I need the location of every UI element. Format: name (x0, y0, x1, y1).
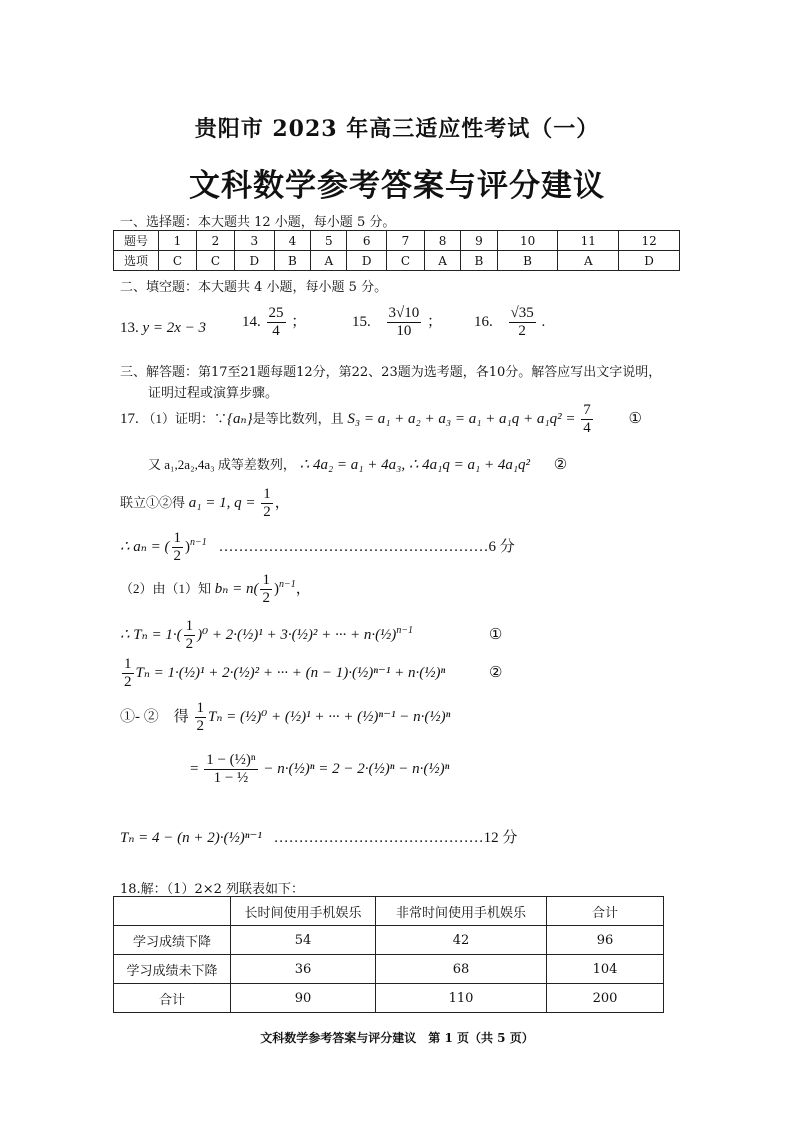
fraction: $\frac{1}{2}$ (124, 656, 132, 691)
table-cell: B (274, 251, 311, 271)
answer-13 (120, 320, 206, 337)
text: 联立①②得 (120, 495, 186, 511)
fraction: $\frac{1}{2}$ (185, 618, 194, 653)
section-fill-header: 二、填空题：本大题共 4 小题，每小题 5 分。 (120, 280, 388, 295)
table-cell: C (197, 251, 235, 271)
score-dots: ………………………………………………6 分 (218, 539, 515, 556)
table-cell: C (386, 251, 424, 271)
circle-mark: ② (553, 457, 568, 473)
q17-sum-line: = $\frac{\text{1 − (½)ⁿ}}{\text{1 − ½}}$ − n·(½)ⁿ = 2 − 2·(½)ⁿ − n·(½)ⁿ (190, 752, 450, 787)
table-header: 非常时间使用手机娱乐 (376, 897, 547, 926)
math: Tₙ = 4 − (n + 2)·(½)ⁿ⁻¹ (120, 830, 262, 846)
table-cell: 6 (347, 231, 387, 251)
math: {aₙ} (227, 411, 253, 428)
separator: ； (426, 314, 442, 331)
text: （1）证明：∵ (142, 411, 228, 427)
fraction: $\frac{7}{4}$ (583, 402, 591, 437)
table-cell: 12 (619, 231, 680, 251)
fraction: $\frac{1}{2}$ (263, 486, 271, 521)
table-header: 长时间使用手机娱乐 (231, 897, 376, 926)
table-cell: 110 (376, 984, 547, 1013)
math: ∴ 4a₂ = a₁ + 4a₃, ∴ 4a₁q = a₁ + 4a₁q² (299, 457, 531, 473)
q17-line1 (120, 402, 642, 438)
math: )⁰ + 2·(½)¹ + 3·(½)² + ··· + n·(½) (197, 627, 397, 644)
table-cell: 54 (231, 926, 376, 955)
answer-value: y = 2x − 3 (142, 320, 207, 336)
table-cell: 4 (274, 231, 311, 251)
table-cell: 1 (159, 231, 197, 251)
answer-15 (352, 305, 442, 341)
answer-16 (474, 305, 545, 341)
table-cell: 96 (547, 926, 664, 955)
table-row (114, 926, 664, 955)
answer-14 (242, 305, 306, 341)
contingency-table (113, 896, 664, 1013)
page-subtitle: 文科数学参考答案与评分建议 (189, 168, 605, 204)
q17-tn-line1 (120, 618, 502, 654)
math: S₃ = a₁ + a₂ + a₃ = a₁ + a₁q + a₁q² = (347, 411, 576, 428)
question-number: 14. (242, 314, 261, 331)
circle-mark: ① (488, 627, 503, 644)
table-row (114, 897, 664, 926)
fraction: $\frac{√35}{2}$ (510, 305, 534, 340)
q17-tn-line2 (120, 656, 502, 692)
fraction: $\frac{25}{4}$ (268, 305, 284, 340)
exponent: n−1 (278, 579, 296, 591)
question-number: 17. (120, 411, 139, 428)
table-cell: A (311, 251, 347, 271)
text: ①- ② 得 (120, 709, 189, 726)
circle-mark: ① (628, 411, 642, 428)
table-cell: 学习成绩未下降 (114, 955, 231, 984)
fraction: $\frac{1}{2}$ (262, 572, 270, 607)
table-cell: 10 (497, 231, 558, 251)
table-cell: D (619, 251, 680, 271)
text: （2）由（1）知 (120, 581, 212, 597)
text: 又 a₁,2a₂,4a₃ 成等差数列， (148, 457, 296, 472)
table-header: 合计 (547, 897, 664, 926)
q17-final-line (120, 826, 517, 847)
table-cell: C (159, 251, 197, 271)
table-row (114, 251, 680, 271)
table-cell: 36 (231, 955, 376, 984)
table-cell: 90 (231, 984, 376, 1013)
table-cell: 11 (558, 231, 619, 251)
page-title: 贵阳市 2023 年高三适应性考试（一） (194, 116, 600, 142)
text: 是等比数列，且 (252, 411, 344, 427)
question-number: 15. (352, 314, 371, 331)
text: ， (295, 581, 311, 598)
table-cell: 合计 (114, 984, 231, 1013)
question-number: 16. (474, 314, 493, 331)
math: ∴ aₙ = ( (120, 539, 170, 556)
math: bₙ = n( (214, 581, 259, 598)
table-cell: 68 (376, 955, 547, 984)
table-cell: B (461, 251, 498, 271)
table-row (114, 984, 664, 1013)
math: ∴ Tₙ = 1·( (120, 627, 182, 644)
math: − n·(½)ⁿ = 2 − 2·(½)ⁿ − n·(½)ⁿ (263, 761, 450, 778)
table-cell: A (424, 251, 460, 271)
exponent: n−1 (190, 537, 207, 549)
choice-answer-table (113, 230, 680, 271)
circle-mark: ② (488, 665, 503, 682)
table-cell: 5 (311, 231, 347, 251)
table-cell: 200 (547, 984, 664, 1013)
table-cell: A (558, 251, 619, 271)
section-choice-header: 一、选择题：本大题共 12 小题，每小题 5 分。 (120, 215, 396, 230)
q17-part2: （2）由（1）知 bₙ = n( $\frac{1}{2}$ )$^{n-1}$， (120, 572, 311, 607)
table-row (114, 231, 680, 251)
score-dots: ……………………………………12 分 (273, 830, 518, 846)
math: Tₙ = 1·(½)¹ + 2·(½)² + ··· + (n − 1)·(½)ⁿ⁻¹ + n·(½)ⁿ (135, 665, 446, 682)
table-cell: 8 (424, 231, 460, 251)
question-number: 13. (120, 320, 139, 336)
fraction: $\frac{1}{2}$ (173, 530, 181, 565)
q18-intro: 18.解：（1）2×2 列联表如下： (120, 882, 305, 897)
table-cell: 42 (376, 926, 547, 955)
end-mark: . (541, 314, 546, 331)
table-cell: D (347, 251, 387, 271)
separator: ； (291, 314, 307, 331)
section-solution-header: 三、解答题：第17至21题每题12分，第22、23题为选考题，各10分。解答应写出文字说明， (120, 365, 662, 380)
table-cell: 2 (197, 231, 235, 251)
table-cell: 104 (547, 955, 664, 984)
table-cell: 3 (235, 231, 275, 251)
table-cell: 学习成绩下降 (114, 926, 231, 955)
page-footer: 文科数学参考答案与评分建议 第 1 页（共 5 页） (260, 1031, 534, 1045)
q17-line2 (148, 454, 567, 474)
table-cell: 7 (386, 231, 424, 251)
fraction: $\frac{3√10}{10}$ (388, 305, 420, 340)
section-solution-header-cont: 证明过程或演算步骤。 (148, 386, 279, 401)
q17-diff-line (120, 700, 450, 736)
table-cell: 题号 (114, 231, 159, 251)
exponent: n−1 (396, 625, 414, 637)
math: Tₙ = (½)⁰ + (½)¹ + ··· + (½)ⁿ⁻¹ − n·(½)ⁿ (208, 709, 451, 726)
q17-line3 (120, 486, 290, 522)
text: ， (274, 495, 290, 512)
table-cell: 选项 (114, 251, 159, 271)
table-row (114, 955, 664, 984)
fraction: $\frac{\text{1 − (½)ⁿ}}{\text{1 − ½}}$ (206, 752, 256, 787)
table-cell: 9 (461, 231, 498, 251)
math: a₁ = 1, q = (188, 495, 256, 512)
table-header (114, 897, 231, 926)
table-cell: D (235, 251, 275, 271)
q17-line4: ∴ aₙ = ( $\frac{1}{2}$ )$^{n-1}$ ………………………………………………6 分 (120, 530, 515, 565)
table-cell: B (497, 251, 558, 271)
fraction: $\frac{1}{2}$ (196, 700, 204, 735)
